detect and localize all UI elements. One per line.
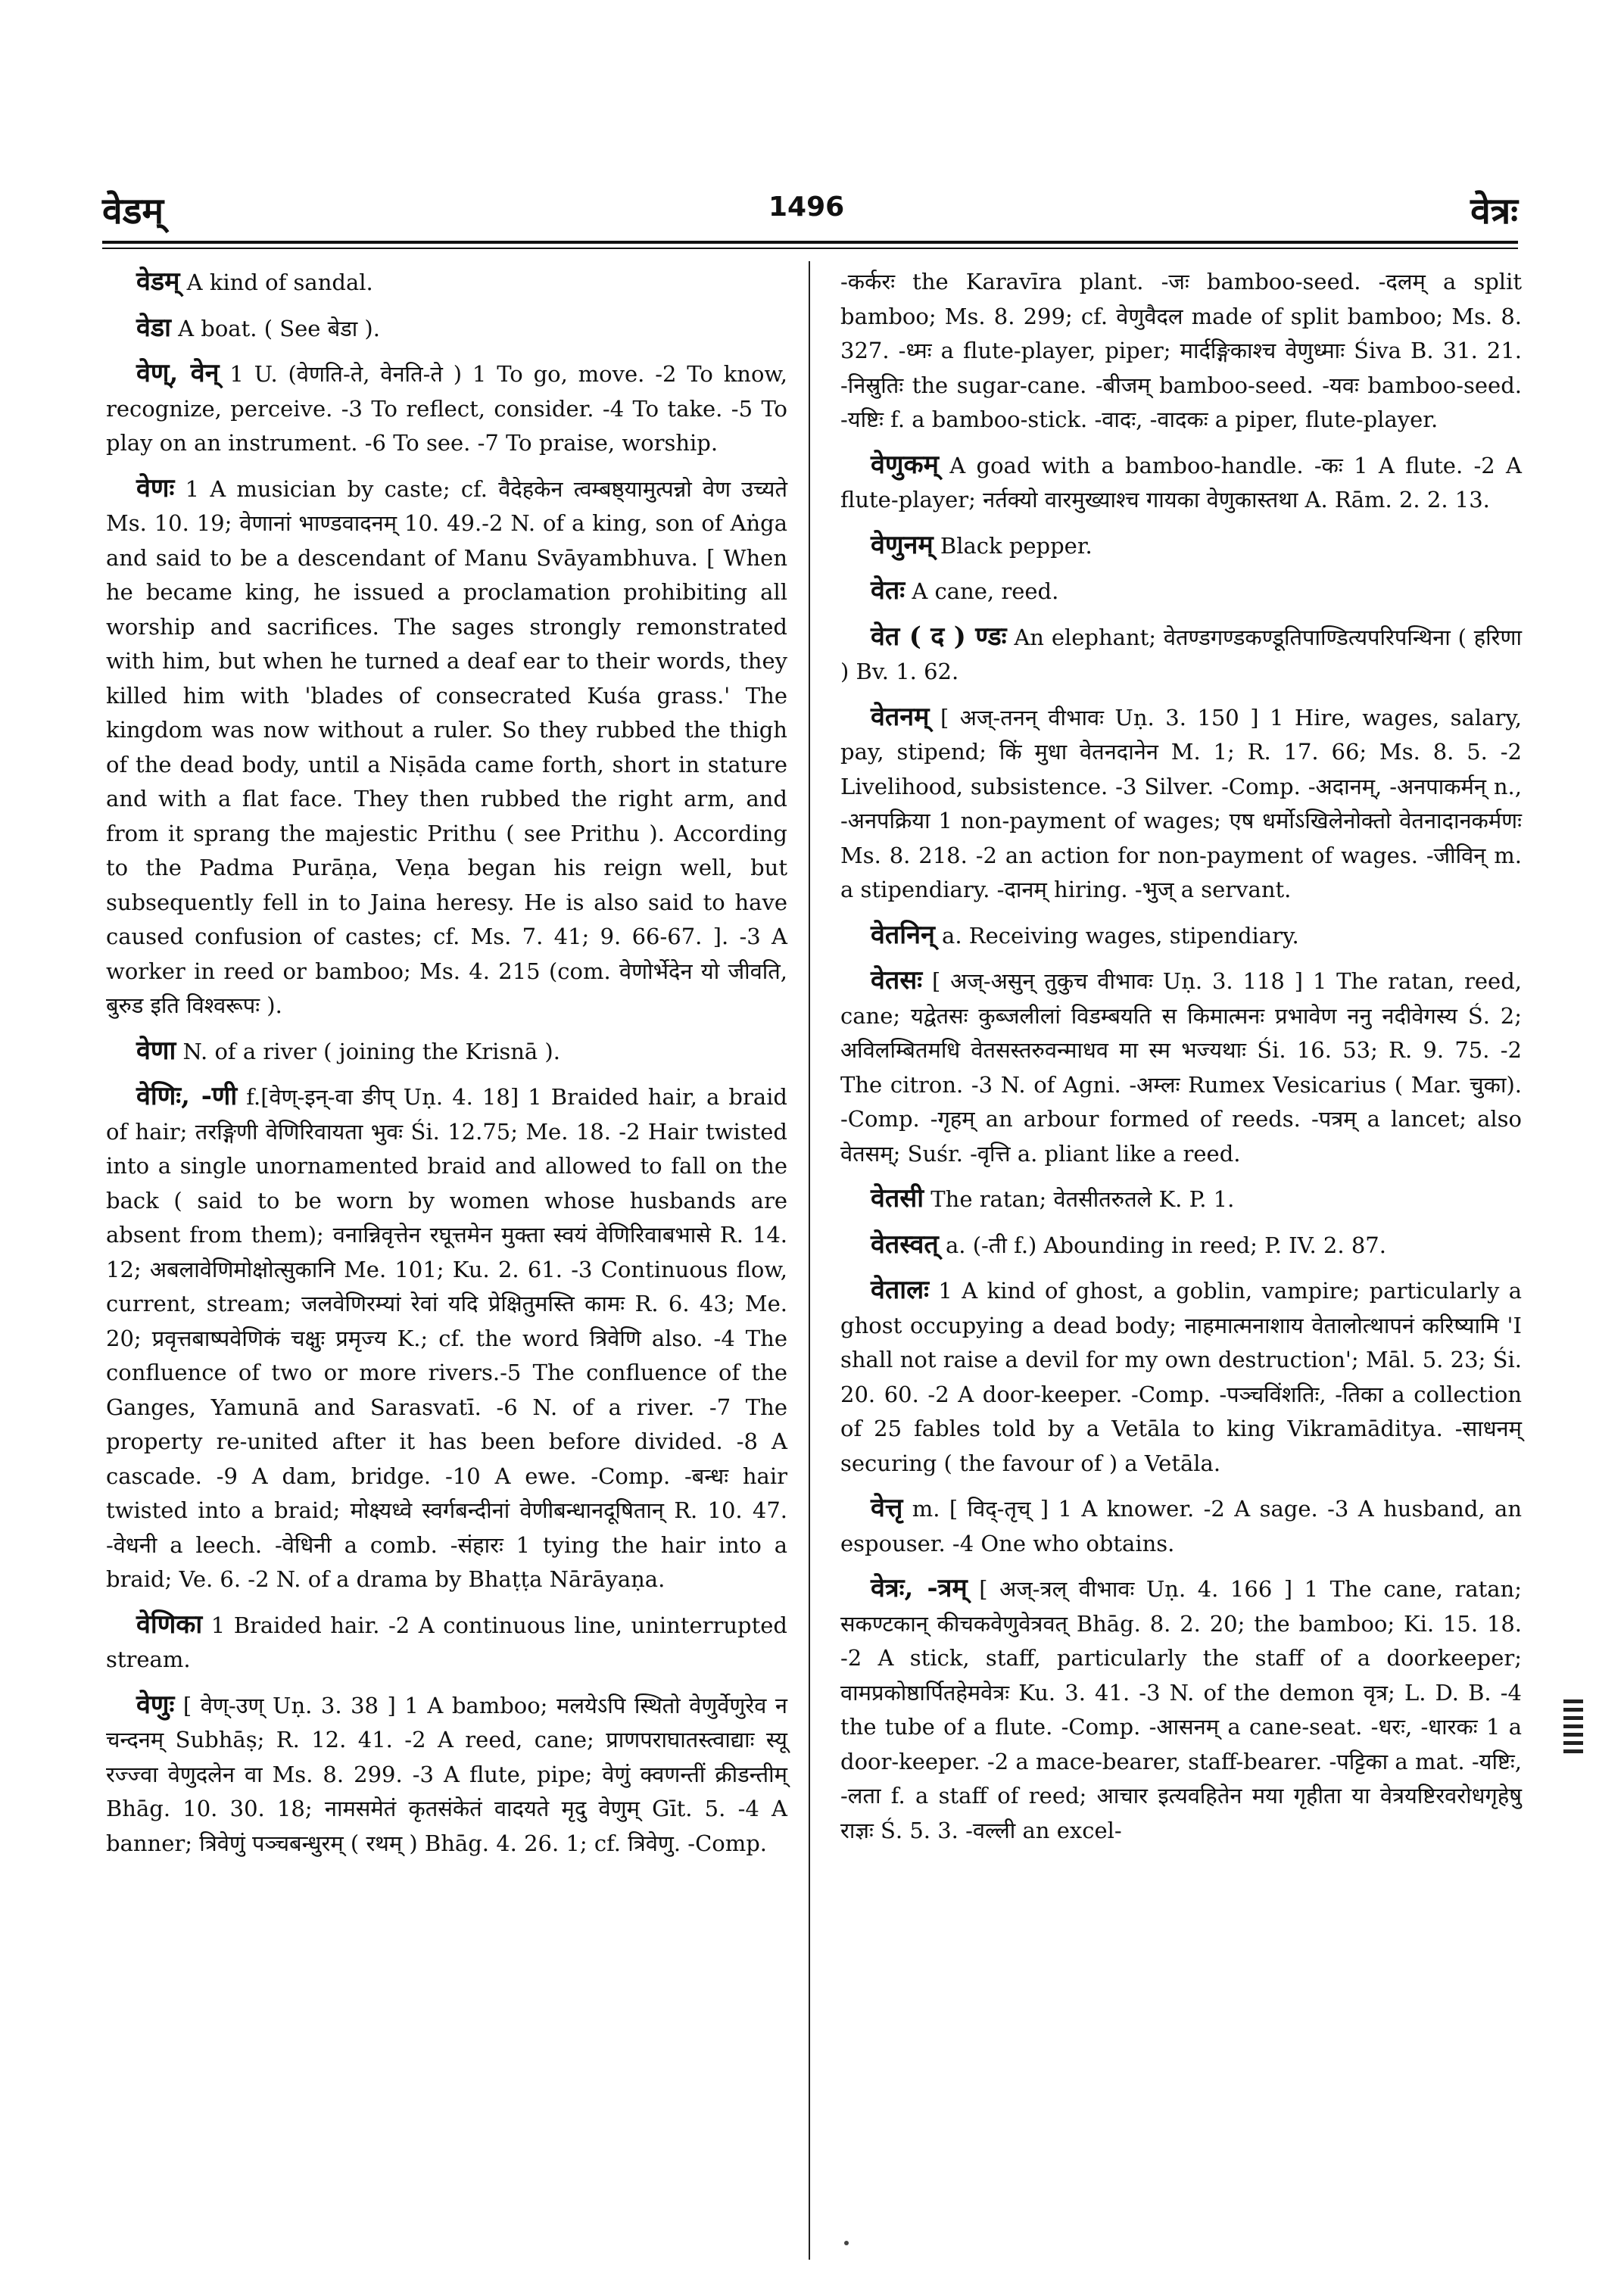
entry-headword: वेतनिन् (871, 919, 935, 950)
entry-headword: वेणिका (136, 1609, 203, 1640)
entry-text: a. (-ती f.) Abounding in reed; P. IV. 2. 87. (938, 1232, 1386, 1258)
entry-headword: वेणुकम् (871, 449, 939, 480)
entry-text: -कर्करः the Karavīra plant. -जः bamboo-seed. -दलम् a split bamboo; Ms. 8. 299; cf. वेणुवैदल made of split bamboo; Ms. 8. 327. -ध्मः a flute-player, piper; मार्दङ्गिकाश्च वेणुध्माः Śiva B. 31. 21. -निस्रुतिः the sugar-cane. -बीजम् bamboo-seed. -यवः bamboo-seed. -यष्टिः f. a bamboo-stick. -वादः, -वादकः a piper, flute-player. (840, 269, 1522, 432)
dictionary-entry (840, 1572, 1522, 1848)
dictionary-entry (840, 964, 1522, 1171)
dictionary-entry (840, 448, 1522, 518)
entry-headword: वेणुनम् (871, 529, 934, 560)
header-rule-thick (102, 241, 1518, 244)
entry-headword: वेणः (136, 472, 175, 503)
header-right-word: वेत्रः (1470, 190, 1518, 232)
dictionary-entry (840, 1491, 1522, 1561)
entry-text: An elephant; वेतण्डगण्डकण्डूतिपाण्डित्यपरिपन्थिना ( हरिणा ) Bv. 1. 62. (840, 624, 1522, 684)
dictionary-entry (840, 1182, 1522, 1217)
entry-text: Black pepper. (933, 532, 1093, 559)
entry-headword: वेतालः (871, 1275, 930, 1305)
entry-headword: वेतसी (871, 1183, 924, 1213)
thumb-index-mark (1563, 1699, 1583, 1760)
print-speck (844, 2241, 849, 2245)
entry-text: 1 A musician by caste; cf. वैदेहकेन त्वम्बष्ठ्यामुत्पन्नो वेण उच्यते Ms. 10. 19; वेणानां भाण्डवादनम् 10. 49.-2 N. of a king, son of Aṅga and said to be a descendant of Manu Svāyambhuva. [ When he became king, he issued a proclamation prohibiting all worship and sacrifices. The sages strongly remonstrated with him, but when he turned a deaf ear to their words, they killed him with 'blades of consecrated Kuśa grass.' The kingdom was now without a ruler. So they rubbed the thigh of the dead body, until a Niṣāda came forth, short in stature and with a flat face. They then rubbed the right arm, and from it sprang the majestic Prithu ( see Prithu ). According to the Padma Purāṇa, Veṇa began his reign well, but subsequently fell in to Jaina heresy. He is also said to have caused confusion of castes; cf. Ms. 7. 41; 9. 66-67. ]. -3 A worker in reed or bamboo; Ms. 4. 215 (com. वेणोर्भेदेन यो जीवति, बुरुड इति विश्वरूपः ). (106, 475, 787, 1018)
entry-text: A kind of sandal. (179, 269, 373, 295)
right-column (840, 265, 1522, 1858)
dictionary-entry (106, 1608, 787, 1678)
entry-headword: वेत्तृ (871, 1493, 903, 1523)
dictionary-entry (840, 528, 1522, 564)
header-left-word: वेडम् (102, 190, 164, 232)
dictionary-entry (840, 700, 1522, 908)
dictionary-entry (106, 357, 787, 461)
entry-headword: वेण्, वेन् (136, 358, 220, 388)
entry-text: a. Receiving wages, stipendiary. (934, 922, 1299, 949)
entry-text: m. [ विद्-तृच् ] 1 A knower. -2 A sage. -3 A husband, an espouser. -4 One who obtains. (840, 1496, 1522, 1556)
entry-text: f.[वेण्-इन्-वा ङीप् Uṇ. 4. 18] 1 Braided hair, a braid of hair; तरङ्गिणी वेणिरिवायता भुवः Śi. 12.75; Me. 18. -2 Hair twisted into a single unornamented braid and allowed to fall on the back ( said to be worn by women whose husbands are absent from them); वनान्निवृत्तेन रघूत्तमेन मुक्ता स्वयं वेणिरिवाबभासे R. 14. 12; अबलावेणिमोक्षोत्सुकानि Me. 101; Ku. 2. 61. -3 Continuous flow, current, stream; जलवेणिरम्यां रेवां यदि प्रेक्षितुमस्ति कामः R. 6. 43; Me. 20; प्रवृत्तबाष्पवेणिकं चक्षुः प्रमृज्य K.; cf. the word त्रिवेणि also. -4 The confluence of two or more rivers.-5 The confluence of the Ganges, Yamunā and Sarasvatī. -6 N. of a river. -7 The property re-united after it has been before divided. -8 A cascade. -9 A dam, bridge. -10 A ewe. -Comp. -बन्धः hair twisted into a braid; मोक्ष्यध्वे स्वर्गबन्दीनां वेणीबन्धानदूषितान् R. 10. 47. -वेधनी a leech. -वेधिनी a comb. -संहारः 1 tying the hair into a braid; Ve. 6. -2 N. of a drama by Bhaṭṭa Nārāyaṇa. (106, 1084, 787, 1592)
page-number: 1496 (768, 192, 845, 223)
entry-headword: वेणा (136, 1035, 176, 1066)
entry-text: A goad with a bamboo-handle. -कः 1 A flute. -2 A flute-player; नर्तक्यो वारमुख्याश्च गायका वेणुकास्तथा A. Rām. 2. 2. 13. (840, 452, 1522, 512)
entry-headword: वेणुः (136, 1689, 175, 1720)
entry-headword: वेतनम् (871, 701, 930, 732)
entry-text: [ अज्-त्रल् वीभावः Uṇ. 4. 166 ] 1 The cane, ratan; सकण्टकान् कीचकवेणुवेत्रवत् Bhāg. 8. 2. 20; the bamboo; Ki. 15. 18. -2 A stick, staff, particularly the staff of a doorkeeper; वामप्रकोष्ठार्पितहेमवेत्रः Ku. 3. 41. -3 N. of the demon वृत्र; L. D. B. -4 the tube of a flute. -Comp. -आसनम् a cane-seat. -धरः, -धारकः 1 a door-keeper. -2 a mace-bearer, staff-bearer. -पट्टिका a mat. -यष्टिः, -लता f. a staff of reed; आचार इत्यवहितेन मया गृहीता या वेत्रयष्टिरवरोधगृहेषु राज्ञः Ś. 5. 3. -वल्ली an excel- (840, 1576, 1522, 1843)
entry-headword: वेत ( द ) ण्डः (871, 621, 1007, 652)
entry-headword: वेणिः, -णी (136, 1081, 238, 1111)
entry-text: 1 U. (वेणति-ते, वेनति-ते ) 1 To go, move. -2 To know, recognize, perceive. -3 To reflect, consider. -4 To take. -5 To play on an instrument. -6 To see. -7 To praise, worship. (106, 361, 787, 456)
dictionary-entry-continuation (840, 265, 1522, 438)
entry-headword: वेडा (136, 312, 171, 343)
dictionary-entry (106, 265, 787, 301)
entry-headword: वेत्रः, -त्रम् (871, 1573, 968, 1603)
dictionary-entry (840, 574, 1522, 609)
left-column (106, 265, 787, 1871)
entry-text: 1 Braided hair. -2 A continuous line, uninterrupted stream. (106, 1612, 787, 1672)
entry-text: A cane, reed. (905, 578, 1059, 604)
entry-text: [ वेण्-उण् Uṇ. 3. 38 ] 1 A bamboo; मलयेऽपि स्थितो वेणुर्वेणुरेव न चन्दनम् Subhāṣ; R. 12. 41. -2 A reed, cane; प्राणपराघातस्त्वाद्याः स्यू रज्ज्वा वेणुदलेन वा Ms. 8. 299. -3 A flute, pipe; वेणुं क्वणन्तीं क्रीडन्तीम् Bhāg. 10. 30. 18; नामसमेतं कृतसंकेतं वादयते मृदु वेणुम् Gīt. 5. -4 A banner; त्रिवेणुं पञ्चबन्धुरम् ( रथम् ) Bhāg. 4. 26. 1; cf. त्रिवेणु. -Comp. (106, 1692, 787, 1856)
dictionary-entry (106, 472, 787, 1023)
entry-headword: वेतसः (871, 965, 923, 995)
header-rule-thin (102, 248, 1518, 249)
dictionary-entry (840, 620, 1522, 690)
entry-text: N. of a river ( joining the Krisnā ). (176, 1038, 560, 1064)
entry-text: [ अज्-तनन् वीभावः Uṇ. 3. 150 ] 1 Hire, wages, salary, pay, stipend; किं मुधा वेतनदानेन M. 1; R. 17. 66; Ms. 8. 5. -2 Livelihood, subsistence. -3 Silver. -Comp. -अदानम्, -अनपाकर्मन् n., -अनपक्रिया 1 non-payment of wages; एष धर्मोऽखिलेनोक्तो वेतनादानकर्मणः Ms. 8. 218. -2 an action for non-payment of wages. -जीविन् m. a stipendiary. -दानम् hiring. -भुज् a servant. (840, 704, 1522, 902)
page-header (102, 185, 1518, 238)
dictionary-entry (106, 311, 787, 347)
entry-text: A boat. ( See बेडा ). (170, 315, 380, 341)
dictionary-entry (106, 1688, 787, 1862)
dictionary-entry (840, 1273, 1522, 1481)
entry-headword: वेतः (871, 575, 906, 606)
entry-text: The ratan; वेतसीतरुतले K. P. 1. (924, 1186, 1235, 1212)
entry-text: 1 A kind of ghost, a goblin, vampire; particularly a ghost occupying a dead body; नाहमात्मनाशाय वेतालोत्थापनं करिष्यामि 'I shall not raise a devil for my own destruction'; Māl. 5. 23; Śi. 20. 60. -2 A door-keeper. -Comp. -पञ्चविंशतिः, -तिका a collection of 25 fables told by a Vetāla to king Vikramāditya. -साधनम् securing ( the favour of ) a Vetāla. (840, 1278, 1522, 1476)
entry-headword: वेडम् (136, 266, 180, 297)
column-divider (809, 261, 810, 2260)
entry-headword: वेतस्वत् (871, 1229, 939, 1260)
dictionary-entry (106, 1034, 787, 1070)
dictionary-entry (840, 1228, 1522, 1263)
dictionary-entry (840, 918, 1522, 954)
entry-text: [ अज्-असुन् तुकुच वीभावः Uṇ. 3. 118 ] 1 The ratan, reed, cane; यद्वेतसः कुब्जलीलां विडम्बयति स किमात्मनः प्रभावेण ननु नदीवेगस्य Ś. 2; अविलम्बितमधि वेतसस्तरुवन्माधव मा स्म भज्यथाः Śi. 16. 53; R. 9. 75. -2 The citron. -3 N. of Agni. -अम्लः Rumex Vesicarius ( Mar. चुका). -Comp. -गृहम् an arbour formed of reeds. -पत्रम् a lancet; also वेतसम्; Suśr. -वृत्ति a. pliant like a reed. (840, 968, 1522, 1167)
dictionary-entry (106, 1080, 787, 1597)
